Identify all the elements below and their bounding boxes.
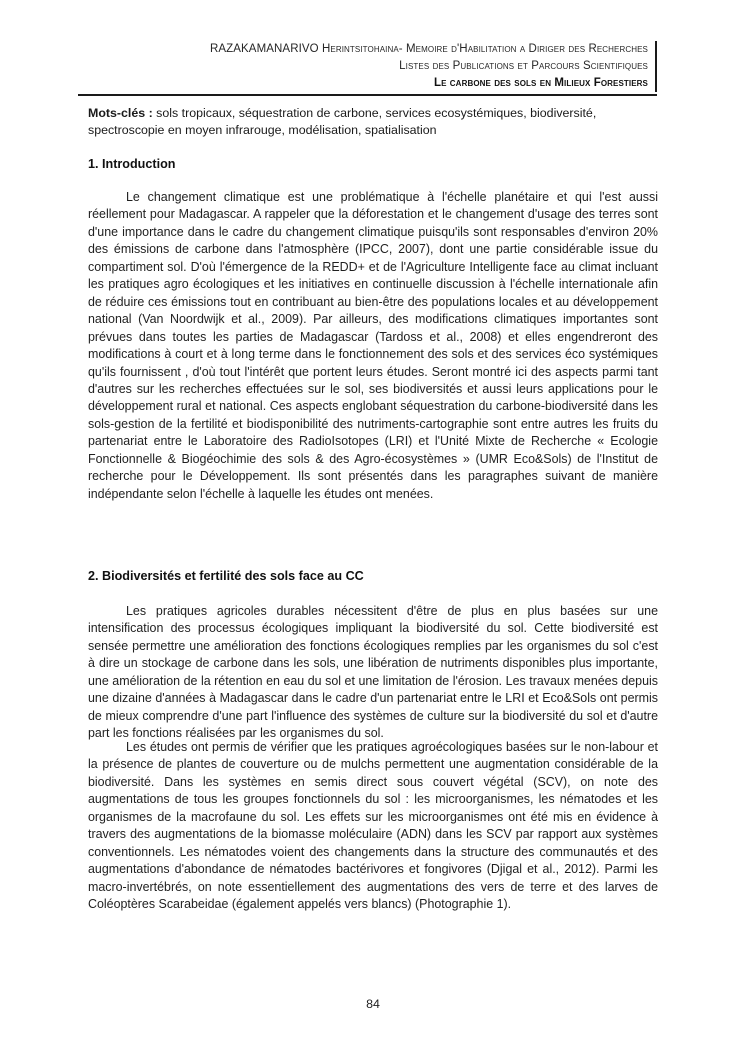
paragraph-introduction: Le changement climatique est une problématique à l'échelle planétaire et qui l'est aussi réellement pour Madagascar. A rappeler que la déforestation et le changement d'usage des terres sont d'une importance dans le cadre du changement climatique puisqu'ils sont responsables d'environ 20% des émissions de carbone dans l'atmosphère (IPCC, 2007), dont une partie considérable issue du compartiment sol. D'où l'émergence de la REDD+ et de l'Agriculture Intelligente face au climat incluant les pratiques agro écologiques et les initiatives en continuelle discussion à l'échelle internationale afin de réduire ces émissions tout en contribuant au bien-être des populations locales et au développement national (Van Noordwijk et al., 2009). Par ailleurs, des modifications climatiques importantes sont prévues dans toutes les parties de Madagascar (Tardoss et al., 2008) et elles engendreront des modifications à court et à long terme dans le fonctionnement des sols et des services éco systémiques qu'ils fournissent , d'où tout l'intérêt que portent leurs études. Seront montré ici des aspects parmi tant d'autres sur les recherches effectuées sur le sol, ses biodiversités et aussi leurs applications pour le développement rural et national. Ces aspects englobant séquestration du carbone-biodiversité dans les sols-gestion de la fertilité et biodisponibilité des nutriments-cartographie sont entre autres les fruits du partenariat entre le Laboratoire des RadioIsotopes (LRI) et l'Unité Mixte de Recherche « Ecologie Fonctionnelle & Biogéochimie des sols & des Agro-écosystèmes » (UMR Eco&Sols) de l'Institut de recherche pour le Développement. Ils sont présentés dans les paragraphes suivant de manière indépendante selon l'échelle à laquelle les études ont menées. [88, 190, 658, 501]
section-heading-introduction: 1. Introduction [88, 157, 176, 171]
page-header [78, 41, 657, 96]
paragraph-biodiversite-1: Les pratiques agricoles durables nécessitent d'être de plus en plus basées sur une intensification des processus écologiques impliquant la biodiversité du sol. Cette biodiversité est sensée permettre une amélioration des fonctions écologiques remplies par les organismes du sol c'est à dire un stockage de carbone dans les sols, une libération de nutriments disponibles plus importante, une amélioration de la rétention en eau du sol et une limitation de l'érosion. Les travaux menées depuis une dizaine d'années à Madagascar dans le cadre d'un partenariat entre le LRI et Eco&Sols ont permis de mieux comprendre d'une part l'influence des systèmes de culture sur la biodiversité du sol et d'autre part les fonctions réalisées par les organismes du sol. [88, 604, 658, 741]
page-number: 84 [366, 997, 380, 1011]
keywords-block [88, 105, 658, 140]
page-header-text [78, 41, 657, 92]
keywords-list: sols tropicaux, séquestration de carbone, services ecosystémiques, biodiversité, spectroscopie en moyen infrarouge, modélisation, spatialisation [88, 106, 597, 138]
paragraph-biodiversite-2: Les études ont permis de vérifier que les pratiques agroécologiques basées sur le non-labour et la présence de plantes de couverture ou de mulchs permettent une augmentation considérable de la biodiversité. Dans les systèmes en semis direct sous couvert végétal (SCV), on note des augmentations de tous les groupes fonctionnels du sol : les microorganismes, les nématodes et les organismes de la macrofaune du sol. Les effets sur les microorganismes ont été mis en évidence à travers des augmentations de la biomasse moléculaire (ADN) dans les SCV par rapport aux systèmes conventionnels. Les nématodes voient des changements dans la structure des communautés et des augmentations d'abondance de nématodes bactérivores et fongivores (Djigal et al., 2012). Parmi les macro-invertébrés, on note essentiellement des augmentations des vers de terre et des larves de Coléoptères Scarabeidae (également appelés vers blancs) (Photographie 1). [88, 740, 658, 912]
keywords-label: Mots-clés : [88, 106, 153, 120]
header-subtitle: Listes des Publications et Parcours Scientifiques [399, 60, 648, 72]
section-heading-biodiversite: 2. Biodiversités et fertilité des sols face au CC [88, 569, 364, 583]
header-chapter-title: Le carbone des sols en Milieux Forestiers [433, 77, 648, 89]
header-author-title: RAZAKAMANARIVO Herintsitohaina- Memoire d'Habilitation a Diriger des Recherches [209, 43, 648, 55]
